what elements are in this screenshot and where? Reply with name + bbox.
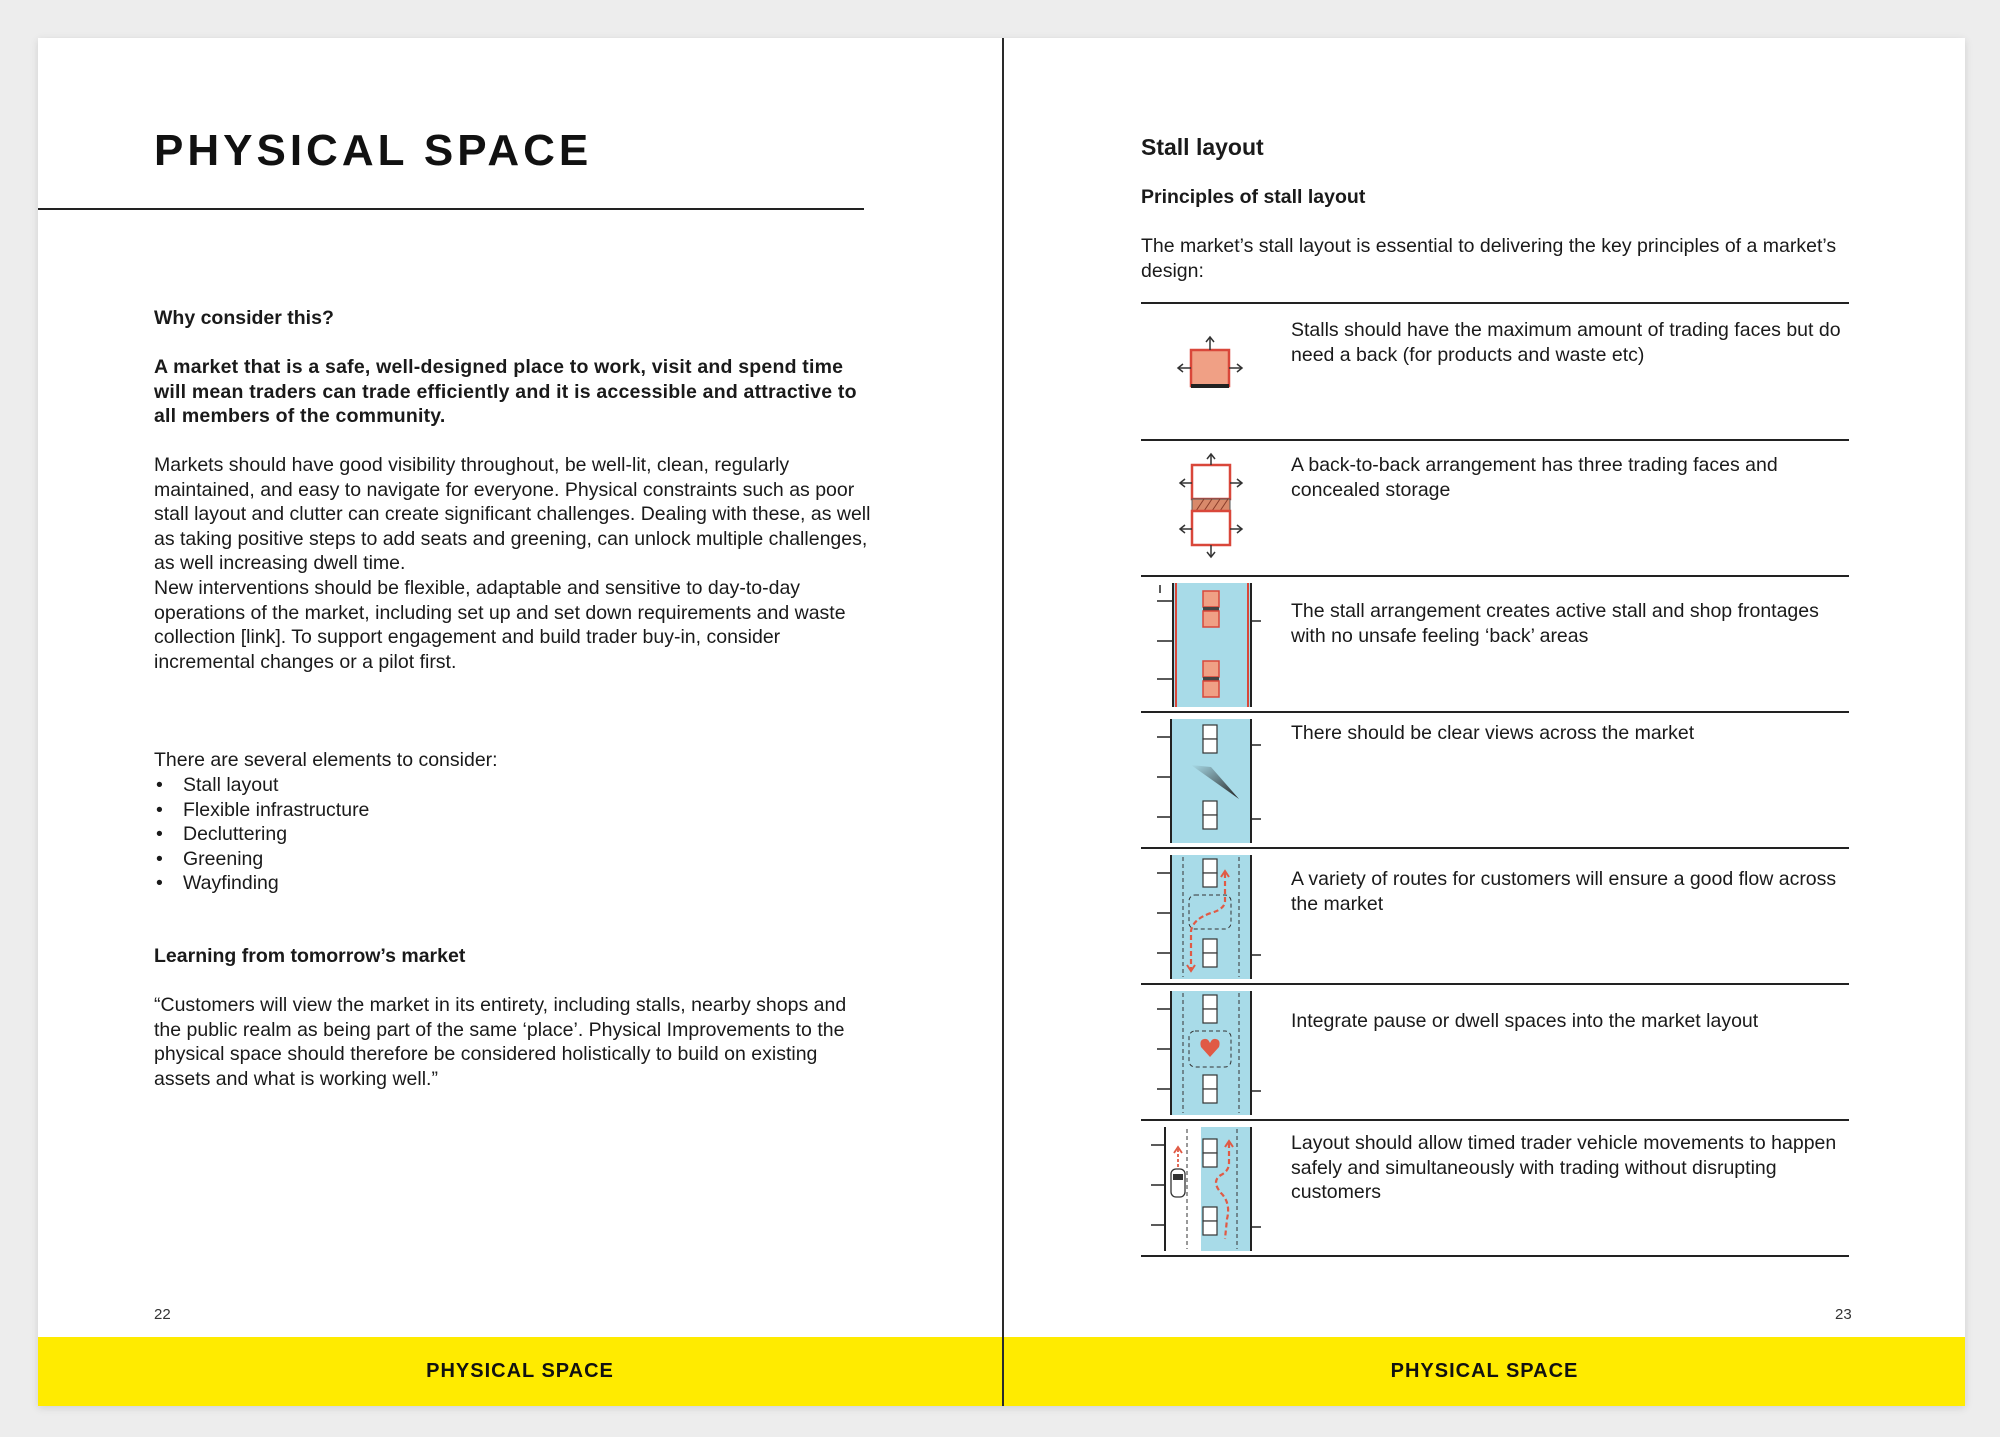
section-heading: Stall layout [1141, 134, 1264, 160]
page-number-right: 23 [1835, 1306, 1852, 1323]
body-paragraph-2: New interventions should be flexible, adaptable and sensitive to day-to-day operations of the market, including set up and set down requirements and waste collection [link]. To support engagement and build trader buy-in, consider incremental changes or a pilot first. [154, 577, 846, 673]
body-paragraph-1: Markets should have good visibility throughout, be well-lit, clean, regularly maintained, and easy to navigate for everyone. Physical constraints such as poor stall layout and clutter can create significant challenges. Dealing with these, as well as taking positive steps to add seats and greening, can unlock multiple challenges, as well increasing dwell time. [154, 454, 871, 574]
list-item: • Greening [154, 847, 874, 872]
active-frontage-icon [1141, 579, 1261, 709]
customer-routes-icon [1141, 851, 1261, 981]
back-to-back-stall-icon [1141, 443, 1261, 573]
book-spread [38, 38, 1965, 1406]
list-item: • Wayfinding [154, 871, 874, 896]
intro-paragraph: The market’s stall layout is essential to delivering the key principles of a market’s design: [1141, 235, 1837, 282]
principle-text: The stall arrangement creates active stall and shop frontages with no unsafe feeling ‘back’ areas [1291, 600, 1819, 647]
table-row [1141, 983, 1849, 1119]
principle-text: A back-to-back arrangement has three trading faces and concealed storage [1291, 454, 1778, 501]
spine-divider [1002, 38, 1004, 1406]
principle-text: Integrate pause or dwell spaces into the market layout [1291, 1010, 1759, 1032]
principle-text: Layout should allow timed trader vehicle movements to happen safely and simultaneously with trading without disrupting customers [1291, 1132, 1837, 1203]
footer-band-right [1004, 1337, 1965, 1406]
table-row [1141, 302, 1849, 439]
lead-paragraph: A market that is a safe, well-designed place to work, visit and spend time will mean traders can trade efficiently and it is accessible and attractive to all members of the community. [154, 356, 857, 427]
learning-heading: Learning from tomorrow’s market [154, 945, 466, 967]
page-number-left: 22 [154, 1306, 171, 1323]
table-row [1141, 575, 1849, 711]
principle-text: There should be clear views across the market [1291, 722, 1695, 744]
list-item: • Stall layout [154, 773, 874, 798]
footer-band-left [38, 1337, 1002, 1406]
principle-text: A variety of routes for customers will ensure a good flow across the market [1291, 868, 1837, 915]
footer-label: PHYSICAL SPACE [1390, 1360, 1579, 1382]
vehicle-movement-icon [1141, 1123, 1261, 1253]
principle-text: Stalls should have the maximum amount of trading faces but do need a back (for products and waste etc) [1291, 319, 1841, 366]
list-item: • Decluttering [154, 822, 874, 847]
why-heading: Why consider this? [154, 307, 334, 329]
page-title: PHYSICAL SPACE [154, 126, 593, 175]
footer-label: PHYSICAL SPACE [426, 1360, 614, 1382]
principles-table [1141, 302, 1849, 1257]
elements-intro: There are several elements to consider: [154, 749, 498, 771]
quote-paragraph: “Customers will view the market in its entirety, including stalls, nearby shops and the public realm as being part of the same ‘place’. Physical Improvements to the physical space should therefore be considered holistically to build on existing assets and what is working well.” [154, 994, 847, 1090]
dwell-space-icon [1141, 987, 1261, 1117]
table-row [1141, 847, 1849, 983]
elements-list [154, 773, 874, 896]
clear-views-icon [1141, 715, 1261, 845]
title-divider [38, 208, 864, 210]
single-stall-icon [1141, 306, 1261, 436]
table-row [1141, 1119, 1849, 1257]
table-row [1141, 711, 1849, 847]
table-row [1141, 439, 1849, 575]
subheading: Principles of stall layout [1141, 186, 1366, 208]
list-item: • Flexible infrastructure [154, 798, 874, 823]
